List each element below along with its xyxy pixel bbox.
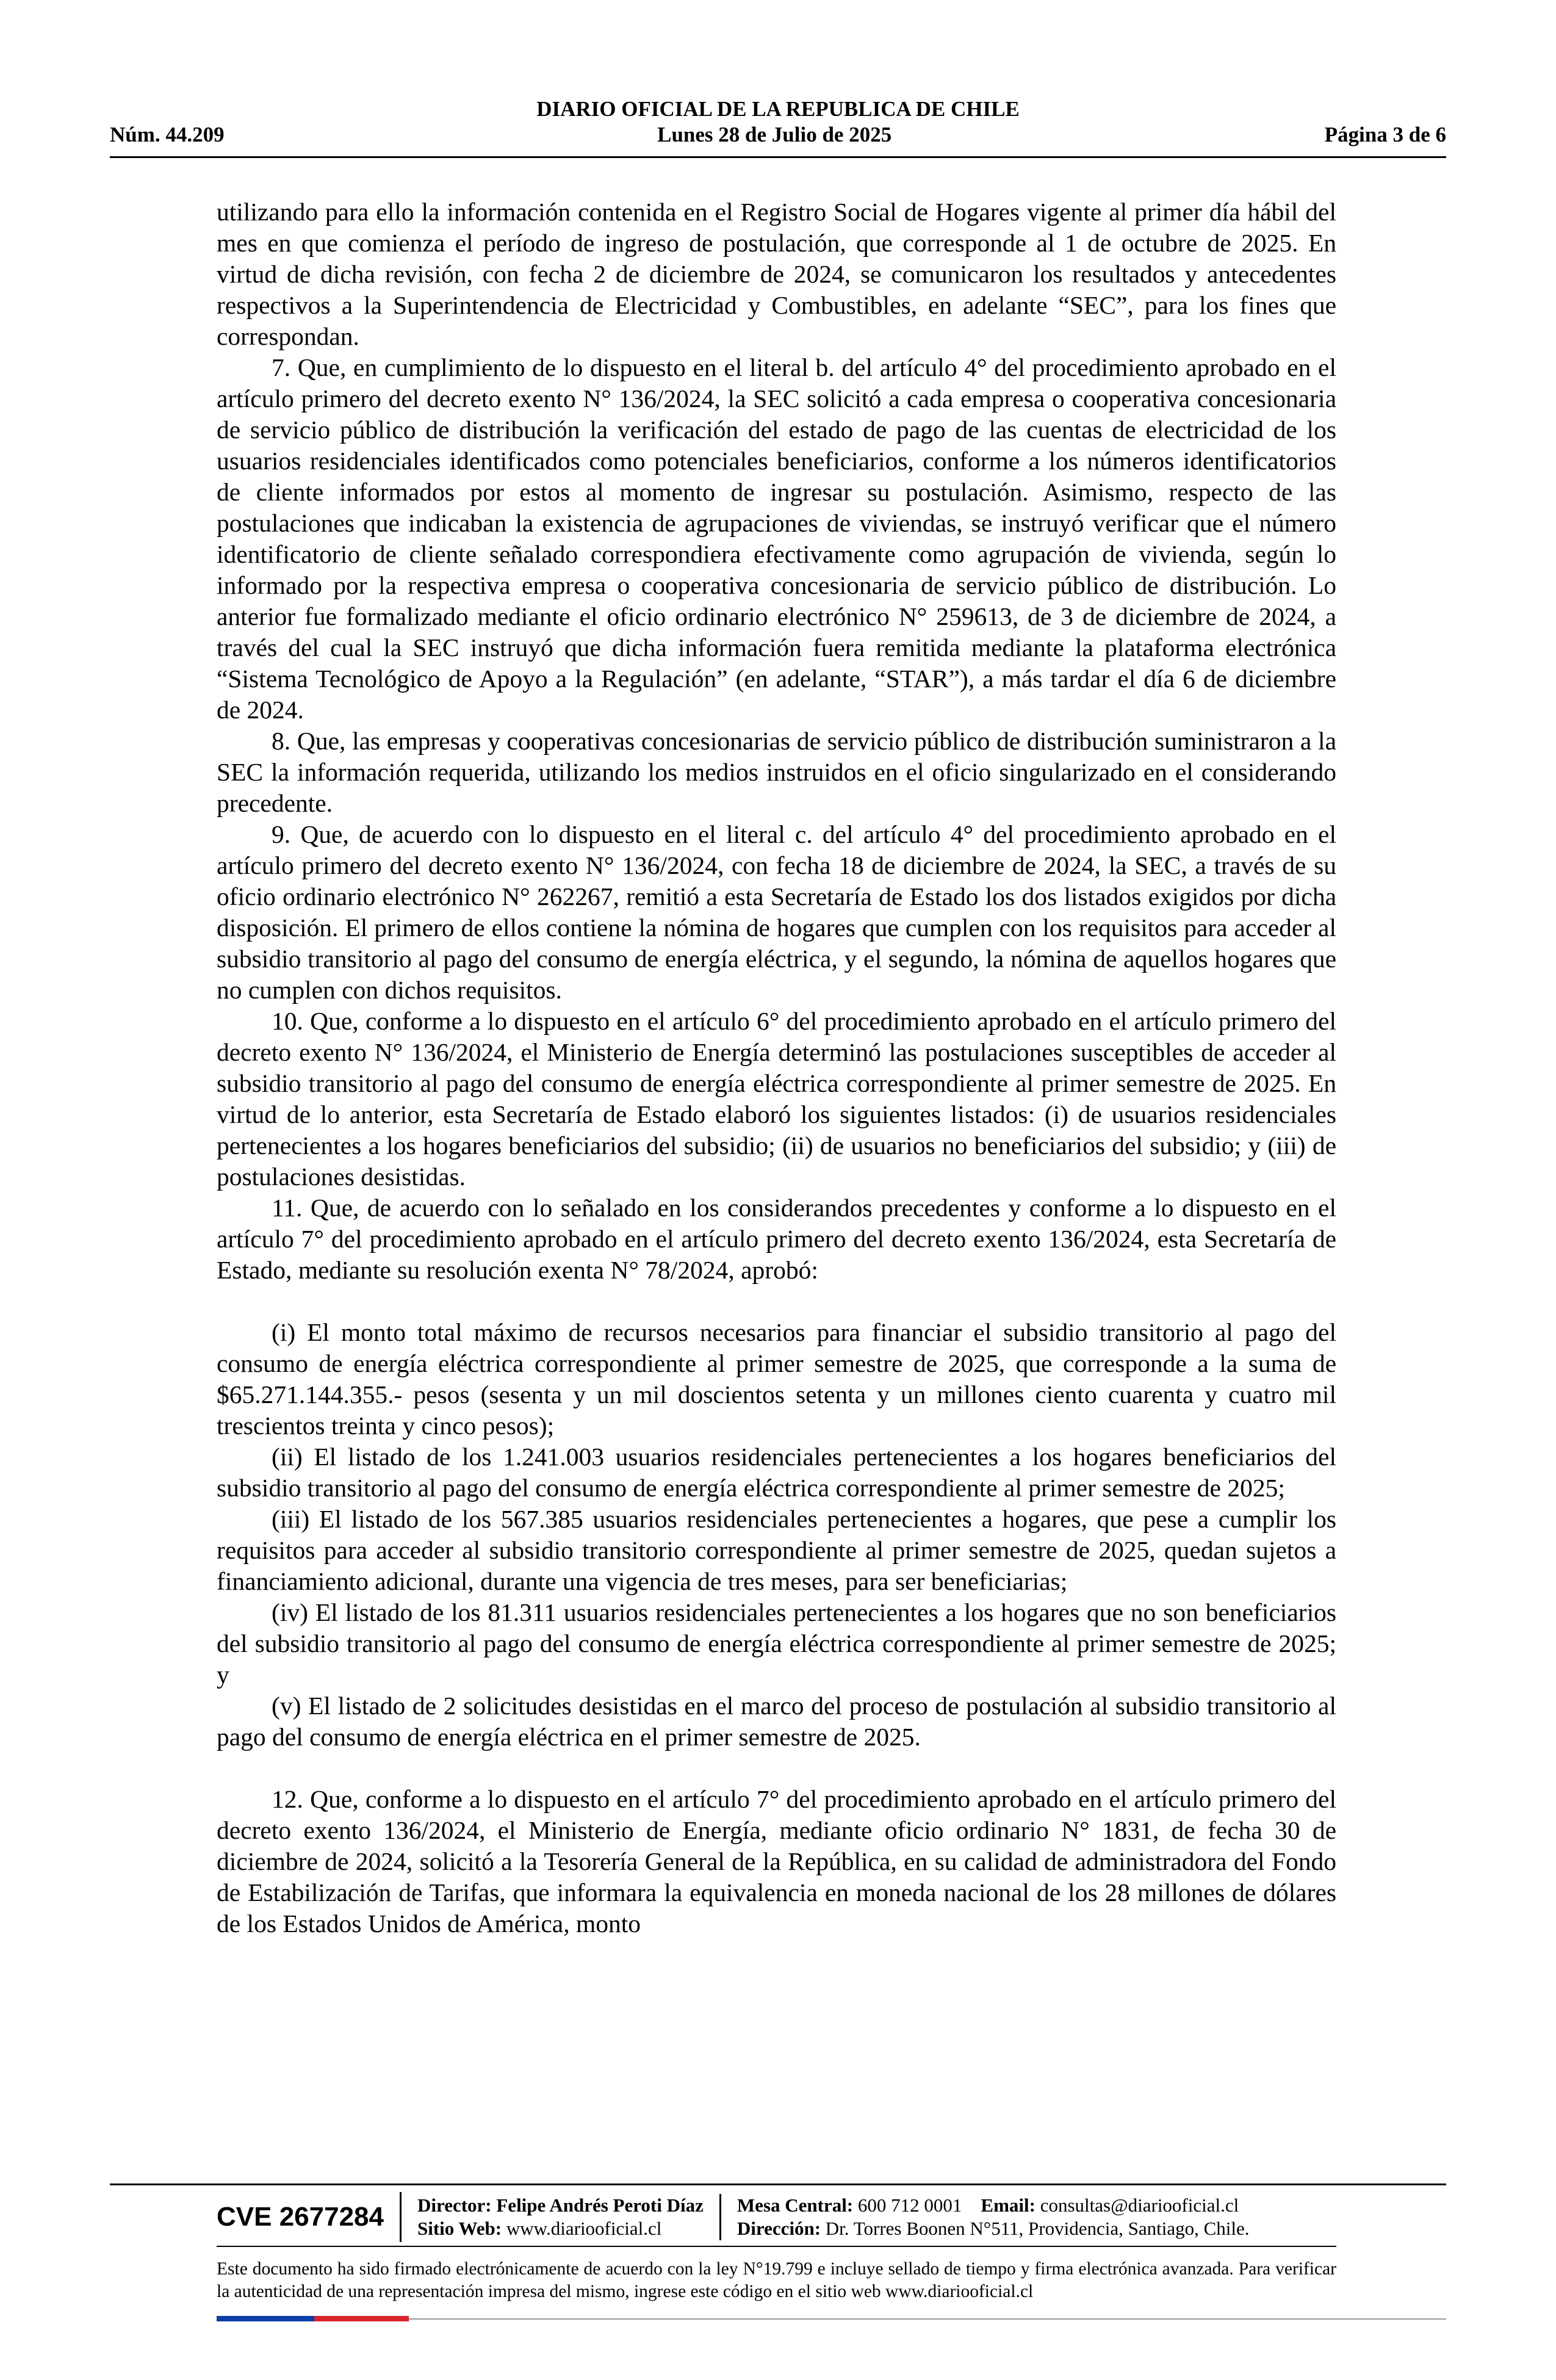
page-footer xyxy=(217,2192,1336,2242)
list-item-v: (v) El listado de 2 solicitudes desistidas en el marco del proceso de postulación al subsidio transitorio al pago del consumo de energía eléctrica en el primer semestre de 2025. xyxy=(217,1692,1336,1751)
list-item-i: (i) El monto total máximo de recursos necesarios para financiar el subsidio transitorio al pago del consumo de energía eléctrica correspondiente al primer semestre de 2025, que corresponde a la suma de $65.271.144.355.- pesos (sesenta y un mil doscientos setenta y un millones ciento cuarenta y cuatro mil trescientos treinta y cinco pesos); xyxy=(217,1318,1336,1440)
mesa-label: Mesa Central: xyxy=(737,2194,854,2216)
document-body xyxy=(217,197,1336,1939)
address-label: Dirección: xyxy=(737,2218,821,2239)
email-link[interactable]: consultas@diariooficial.cl xyxy=(1040,2194,1239,2216)
footer-director-column xyxy=(402,2194,721,2240)
issue-number: Núm. 44.209 xyxy=(110,123,225,146)
list-item-iii: (iii) El listado de los 567.385 usuarios residenciales pertenecientes a hogares, que pese a cumplir los requisitos para acceder al subsidio transitorio correspondiente al primer semestre de 2025, quedan sujetos a financiamiento adicional, durante una vigencia de tres meses, para ser beneficiarias; xyxy=(217,1505,1336,1595)
page-indicator: Página 3 de 6 xyxy=(1324,123,1446,146)
list-item-ii: (ii) El listado de los 1.241.003 usuarios residenciales pertenecientes a los hogares beneficiarios del subsidio transitorio al pago del consumo de energía eléctrica correspondiente al primer semestre de 2025; xyxy=(217,1443,1336,1502)
footer-divider xyxy=(110,2183,1446,2185)
website-link[interactable]: www.diariooficial.cl xyxy=(506,2218,662,2239)
paragraph-7: 7. Que, en cumplimiento de lo dispuesto en el literal b. del artículo 4° del procedimiento aprobado en el artículo primero del decreto exento N° 136/2024, la SEC solicitó a cada empresa o cooperativa concesionaria de servicio público de distribución la verificación del estado de pago de las cuentas de electricidad de los usuarios residenciales identificados como potenciales beneficiarios, conforme a los números identificatorios de cliente informados por estos al momento de ingresar su postulación. Asimismo, respecto de las postulaciones que indicaban la existencia de agrupaciones de viviendas, se instruyó verificar que el número identificatorio de cliente señalado correspondiera efectivamente como agrupación de vivienda, según lo informado por la respectiva empresa o cooperativa concesionaria de servicio público de distribución. Lo anterior fue formalizado mediante el oficio ordinario electrónico N° 259613, de 3 de diciembre de 2024, a través del cual la SEC instruyó que dicha información fuera remitida mediante la plataforma electrónica “Sistema Tecnológico de Apoyo a la Regulación” (en adelante, “STAR”), a más tardar el día 6 de diciembre de 2024. xyxy=(217,353,1336,724)
newspaper-title: DIARIO OFICIAL DE LA REPUBLICA DE CHILE xyxy=(536,97,1020,121)
paragraph-9: 9. Que, de acuerdo con lo dispuesto en el literal c. del artículo 4° del procedimiento aprobado en el artículo primero del decreto exento N° 136/2024, con fecha 18 de diciembre de 2024, la SEC, a través de su oficio ordinario electrónico N° 262267, remitió a esta Secretaría de Estado los dos listados exigidos por dicha disposición. El primero de ellos contiene la nómina de hogares que cumplen con los requisitos para acceder al subsidio transitorio al pago del consumo de energía eléctrica, y el segundo, la nómina de aquellos hogares que no cumplen con dichos requisitos. xyxy=(217,820,1336,1004)
mesa-phone: 600 712 0001 xyxy=(857,2194,962,2216)
chile-flag-stripe xyxy=(217,2316,409,2321)
legal-notice: Este documento ha sido firmado electrónicamente de acuerdo con la ley N°19.799 e incluye sellado de tiempo y firma electrónica avanzada. Para verificar la autenticidad de una representación impresa del mismo, ingrese este código en el sitio web www.diariooficial.cl xyxy=(217,2259,1336,2301)
paragraph-11: 11. Que, de acuerdo con lo señalado en los considerandos precedentes y conforme a lo dispuesto en el artículo 7° del procedimiento aprobado en el artículo primero del decreto exento 136/2024, esta Secretaría de Estado, mediante su resolución exenta N° 78/2024, aprobó: xyxy=(217,1194,1336,1284)
footer-legal-divider xyxy=(217,2246,1336,2247)
paragraph-10: 10. Que, conforme a lo dispuesto en el artículo 6° del procedimiento aprobado en el artículo primero del decreto exento N° 136/2024, el Ministerio de Energía determinó las postulaciones susceptibles de acceder al subsidio transitorio al pago del consumo de energía eléctrica correspondiente al primer semestre de 2025. En virtud de lo anterior, esta Secretaría de Estado elaboró los siguientes listados: (i) de usuarios residenciales pertenecientes a los hogares beneficiarios del subsidio; (ii) de usuarios no beneficiarios del subsidio; y (iii) de postulaciones desistidas. xyxy=(217,1007,1336,1191)
footer-bottom-rule xyxy=(409,2318,1446,2320)
paragraph-8: 8. Que, las empresas y cooperativas concesionarias de servicio público de distribución suministraron a la SEC la información requerida, utilizando los medios instruidos en el oficio singularizado en el considerando precedente. xyxy=(217,727,1336,817)
footer-contact-column xyxy=(721,2194,1266,2240)
director-label: Director: xyxy=(417,2194,492,2216)
cve-code: CVE 2677284 xyxy=(217,2192,402,2242)
paragraph-12: 12. Que, conforme a lo dispuesto en el artículo 7° del procedimiento aprobado en el artículo primero del decreto exento 136/2024, el Ministerio de Energía, mediante oficio ordinario N° 1831, de fecha 30 de diciembre de 2024, solicitó a la Tesorería General de la República, en su calidad de administradora del Fondo de Estabilización de Tarifas, que informara la equivalencia en moneda nacional de los 28 millones de dólares de los Estados Unidos de América, monto xyxy=(217,1785,1336,1938)
page-header xyxy=(110,96,1446,148)
paragraph-continuation: utilizando para ello la información contenida en el Registro Social de Hogares vigente al primer día hábil del mes en que comienza el período de ingreso de postulación, que corresponde al 1 de octubre de 2025. En virtud de dicha revisión, con fecha 2 de diciembre de 2024, se comunicaron los resultados y antecedentes respectivos a la Superintendencia de Electricidad y Combustibles, en adelante “SEC”, para los fines que correspondan. xyxy=(217,198,1336,350)
email-label: Email: xyxy=(981,2194,1036,2216)
issue-date: Lunes 28 de Julio de 2025 xyxy=(657,123,892,146)
list-item-iv: (iv) El listado de los 81.311 usuarios residenciales pertenecientes a los hogares que no son beneficiarios del subsidio transitorio al pago del consumo de energía eléctrica correspondiente al primer semestre de 2025; y xyxy=(217,1598,1336,1689)
header-divider xyxy=(110,156,1446,158)
flag-blue-segment xyxy=(217,2316,314,2321)
address-value: Dr. Torres Boonen N°511, Providencia, Santiago, Chile. xyxy=(825,2218,1250,2239)
website-label: Sitio Web: xyxy=(417,2218,502,2239)
header-info-row xyxy=(110,122,1446,148)
director-name: Felipe Andrés Peroti Díaz xyxy=(496,2194,704,2216)
flag-red-segment xyxy=(314,2316,409,2321)
